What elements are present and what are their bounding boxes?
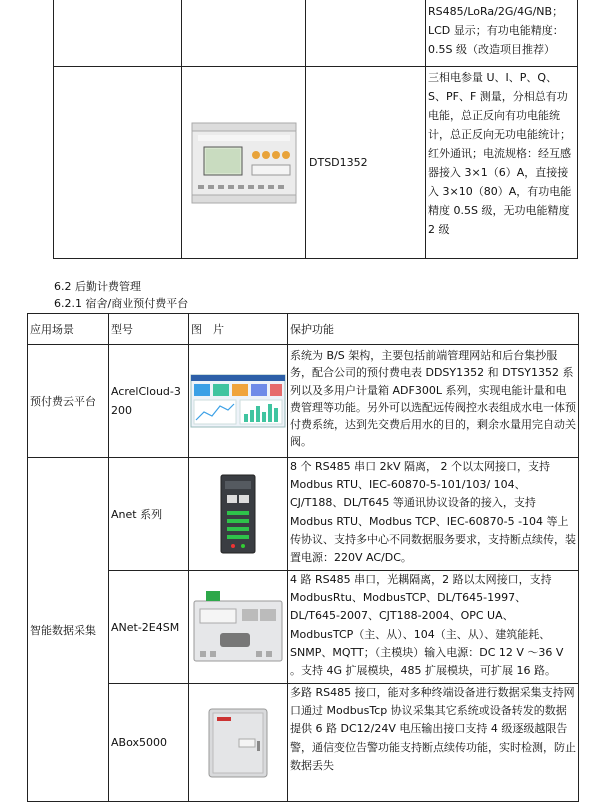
prepaid-platform-table [27, 313, 579, 802]
description-cell: 多路 RS485 接口，能对多种终端设备进行数据采集支持网口通过 ModbusTcp 协议采集其它系统或设备转发的数据提供 6 路 DC12/24V 电压输出接口支持 4 级逐级越限告警，通信变位告警功能支持断点续传功能，实时检测，防止数据丢失 [288, 684, 579, 802]
image-cell [189, 684, 288, 802]
description-text: RS485/LoRa/2G/4G/NB；LCD 显示；有功电能精度：0.5S 级（改造项目推荐） [428, 5, 564, 56]
table-row [28, 345, 579, 458]
section-heading-6-2-1: 6.2.1 宿舍/商业预付费平台 [54, 297, 189, 310]
description-cell: 4 路 RS485 串口，光耦隔离，2 路以太网接口，支持 ModbusRtu、ModbusTCP、DL/T645-1997、DL/T645-2007、CJT188-2004、OPC UA、ModbusTCP（主、从）、104（主、从）、建筑能耗、SNMP、MQTT；（主模块）输入电源：DC 12 V ～36 V 。支持 4G 扩展模块，485 扩展模块，可扩展 16 路。 [288, 571, 579, 684]
empty-cell [54, 67, 182, 259]
model-cell: ANet-2E4SM [109, 571, 189, 684]
model-cell: AcrelCloud-3200 [109, 345, 189, 458]
description-cell [426, 0, 578, 67]
description-cell: 系统为 B/S 架构，主要包括前端管理网站和后台集抄服务，配合公司的预付费电表 DDSY1352 和 DTSY1352 系列以及多用户计量箱 ADF300L 系列，实现电能计量和电费管理等功能。另外可以选配远传阀控水表组成水电一体预付费系统，达到先交费后用水的目的，剩余水量用完自动关阀。 [288, 345, 579, 458]
table-row [54, 0, 578, 67]
anet-2e4sm-module-image [189, 587, 287, 667]
table-row [28, 571, 579, 684]
header-model: 型号 [109, 314, 189, 345]
description-cell [426, 67, 578, 259]
scene-cell: 智能数据采集 [28, 458, 109, 802]
section-heading-6-2: 6.2 后勤计费管理 [54, 280, 141, 293]
image-cell [189, 345, 288, 458]
table-row [54, 67, 578, 259]
image-cell [189, 571, 288, 684]
device-table-continued [53, 0, 578, 259]
anet-gateway-image [189, 471, 287, 557]
dtsd1352-meter-image [182, 119, 305, 207]
model-label: DTSD1352 [309, 156, 368, 169]
model-cell [306, 67, 426, 259]
table-header-row [28, 314, 579, 345]
scene-cell: 预付费云平台 [28, 345, 109, 458]
model-cell [306, 0, 426, 67]
description-text: 三相电参量 U、I、P、Q、S、PF、F 测量，分相总有功电能，总正反向有功电能统计，总正反向无功电能统计；红外通讯；电流规格：经互感器接入 3×1（6）A，直接接入 3×10（80）A，有功电能精度 0.5S 级，无功电能精度 2 级 [428, 71, 572, 236]
model-cell: ABox5000 [109, 684, 189, 802]
table-row [28, 684, 579, 802]
image-cell [189, 458, 288, 571]
model-cell: Anet 系列 [109, 458, 189, 571]
description-cell: 8 个 RS485 串口 2kV 隔离， 2 个以太网接口，支持 Modbus RTU、IEC-60870-5-101/103/ 104、CJ/T188、DL/T645 等通讯协议设备的接入，支持 Modbus RTU、Modbus TCP、IEC-60870-5 -104 等上传协议、支持多中心不同数据服务要求，支持断点续传，装置电源：220V AC/DC。 [288, 458, 579, 571]
header-scene: 应用场景 [28, 314, 109, 345]
image-cell [182, 67, 306, 259]
acrelcloud-dashboard-image [189, 374, 287, 428]
header-function: 保护功能 [288, 314, 579, 345]
abox5000-cabinet-image [189, 705, 287, 781]
image-cell [182, 0, 306, 67]
table-row [28, 458, 579, 571]
header-image: 图 片 [189, 314, 288, 345]
empty-cell [54, 0, 182, 67]
